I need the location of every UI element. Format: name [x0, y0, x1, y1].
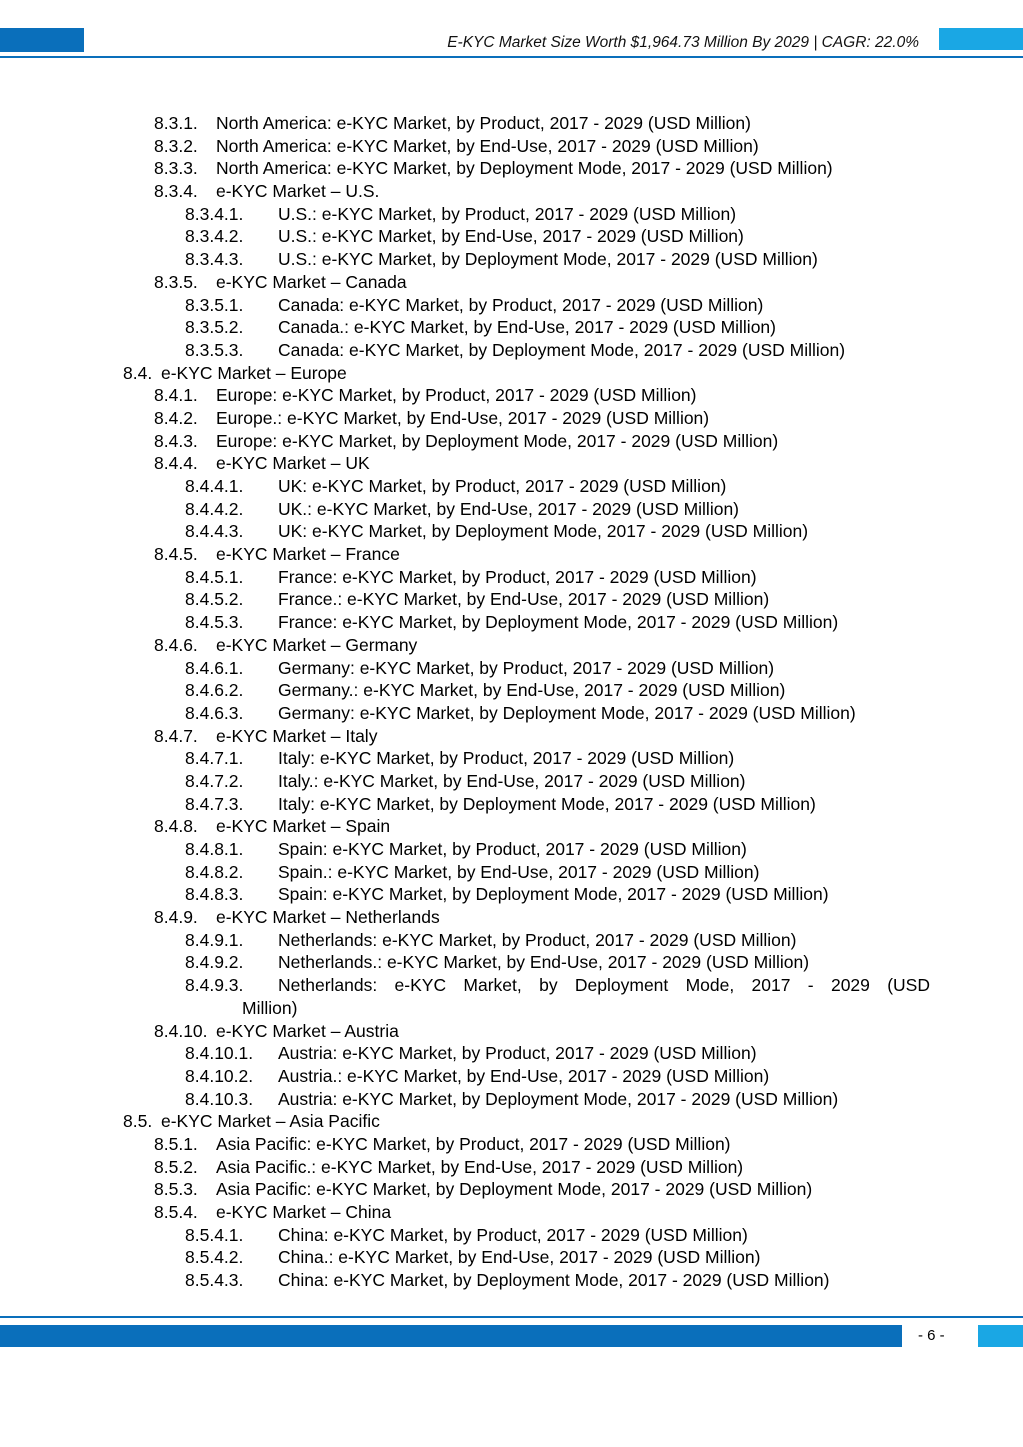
- toc-entry-text: e-KYC Market – Canada: [216, 271, 407, 292]
- toc-entry-number: 8.4.8.: [154, 816, 198, 837]
- toc-entry-number: 8.5.4.3.: [185, 1270, 244, 1291]
- toc-entry: [0, 883, 1023, 906]
- toc-entry-text: Europe.: e-KYC Market, by End-Use, 2017 - 2029 (USD Million): [216, 407, 710, 428]
- toc-entry-text: Austria.: e-KYC Market, by End-Use, 2017 - 2029 (USD Million): [278, 1065, 770, 1086]
- toc-entry-number: 8.5.1.: [154, 1133, 198, 1154]
- toc-entry-number: 8.5.4.2.: [185, 1247, 244, 1268]
- toc-entry-text: Europe: e-KYC Market, by Deployment Mode, 2017 - 2029 (USD Million): [216, 430, 779, 451]
- toc-entry-number: 8.3.5.3.: [185, 339, 244, 360]
- toc-entry-text: France: e-KYC Market, by Deployment Mode, 2017 - 2029 (USD Million): [278, 612, 839, 633]
- toc-entry: [0, 725, 1023, 748]
- toc-entry-number: 8.4.5.1.: [185, 566, 244, 587]
- toc-entry: [0, 861, 1023, 884]
- toc-entry: [0, 384, 1023, 407]
- toc-entry: [0, 793, 1023, 816]
- toc-entry-number: 8.3.4.2.: [185, 226, 244, 247]
- toc-entry: [0, 997, 1023, 1020]
- toc-entry: [0, 1133, 1023, 1156]
- toc-entry-text: U.S.: e-KYC Market, by Deployment Mode, 2017 - 2029 (USD Million): [278, 249, 818, 270]
- toc-entry-text: e-KYC Market – Austria: [216, 1020, 399, 1041]
- toc-entry: [0, 588, 1023, 611]
- toc-entry: [0, 135, 1023, 158]
- toc-entry-number: 8.4.2.: [154, 407, 198, 428]
- toc-entry: [0, 520, 1023, 543]
- toc-entry-text: Canada: e-KYC Market, by Product, 2017 - 2029 (USD Million): [278, 294, 764, 315]
- toc-entry-text: U.S.: e-KYC Market, by End-Use, 2017 - 2029 (USD Million): [278, 226, 744, 247]
- toc-entry: [0, 1042, 1023, 1065]
- toc-entry-text: Italy.: e-KYC Market, by End-Use, 2017 - 2029 (USD Million): [278, 770, 746, 791]
- toc-entry-text: e-KYC Market – Germany: [216, 634, 418, 655]
- toc-entry: [0, 566, 1023, 589]
- toc-entry-number: 8.4.6.: [154, 634, 198, 655]
- toc-entry: [0, 747, 1023, 770]
- toc-entry-number: 8.4.8.1.: [185, 839, 244, 859]
- toc-entry-text: Germany.: e-KYC Market, by End-Use, 2017 - 2029 (USD Million): [278, 680, 786, 701]
- toc-entry-text: Canada.: e-KYC Market, by End-Use, 2017 - 2029 (USD Million): [278, 317, 776, 338]
- toc-entry-number: 8.4.7.1.: [185, 748, 244, 769]
- toc-entry-number: 8.4.4.3.: [185, 521, 244, 542]
- toc-entry-text: U.S.: e-KYC Market, by Product, 2017 - 2029 (USD Million): [278, 203, 737, 224]
- toc-entry-number: 8.4.4.1.: [185, 476, 244, 496]
- toc-entry-text: Asia Pacific: e-KYC Market, by Deployment Mode, 2017 - 2029 (USD Million): [216, 1179, 813, 1200]
- toc-entry-number: 8.3.5.2.: [185, 317, 244, 338]
- toc-entry: [0, 180, 1023, 203]
- toc-entry: [0, 1020, 1023, 1043]
- toc-entry: [0, 452, 1023, 475]
- toc-entry-number: 8.3.5.1.: [185, 294, 244, 315]
- toc-entry-text: Netherlands: e-KYC Market, by Product, 2017 - 2029 (USD Million): [278, 929, 797, 950]
- toc-entry-text: UK.: e-KYC Market, by End-Use, 2017 - 2029 (USD Million): [278, 498, 739, 519]
- toc-entry-number: 8.4.10.1.: [185, 1043, 254, 1064]
- toc-entry-number: 8.4.8.2.: [185, 861, 244, 882]
- header-left-block: [0, 28, 84, 52]
- toc-entry-text: Spain: e-KYC Market, by Product, 2017 - 2029 (USD Million): [278, 839, 747, 859]
- toc-entry: [0, 815, 1023, 838]
- toc-entry: [0, 838, 1023, 861]
- toc-entry: [0, 157, 1023, 180]
- toc-entry: [0, 657, 1023, 680]
- toc-entry: [0, 770, 1023, 793]
- toc-entry: [0, 1269, 1023, 1292]
- toc-entry: [0, 248, 1023, 271]
- toc-entry-text: France.: e-KYC Market, by End-Use, 2017 - 2029 (USD Million): [278, 589, 770, 610]
- toc-entry: [0, 294, 1023, 317]
- toc-entry-text: Italy: e-KYC Market, by Deployment Mode, 2017 - 2029 (USD Million): [278, 793, 816, 814]
- toc-entry-text: Asia Pacific: e-KYC Market, by Product, 2017 - 2029 (USD Million): [216, 1133, 731, 1154]
- toc-entry-text: e-KYC Market – Netherlands: [216, 907, 440, 928]
- toc-entry: [0, 906, 1023, 929]
- toc-entry-number: 8.5.: [123, 1111, 153, 1132]
- toc-entry-text: Netherlands: e-KYC Market, by Deployment Mode, 2017 - 2029 (USD: [278, 975, 930, 996]
- toc-entry: [0, 543, 1023, 566]
- toc-entry-text: Spain.: e-KYC Market, by End-Use, 2017 - 2029 (USD Million): [278, 861, 760, 882]
- toc-entry-number: 8.3.1.: [154, 113, 198, 133]
- toc-entry: [0, 611, 1023, 634]
- toc-entry-text: e-KYC Market – France: [216, 544, 400, 565]
- toc-entry: [0, 430, 1023, 453]
- toc-entry-number: 8.4.4.2.: [185, 498, 244, 519]
- toc-entry-text: North America: e-KYC Market, by Deployment Mode, 2017 - 2029 (USD Million): [216, 158, 833, 179]
- toc-entry: [0, 679, 1023, 702]
- toc-entry-text: North America: e-KYC Market, by End-Use, 2017 - 2029 (USD Million): [216, 135, 759, 156]
- toc-entry-number: 8.4.10.2.: [185, 1065, 254, 1086]
- toc-entry-text: Europe: e-KYC Market, by Product, 2017 - 2029 (USD Million): [216, 385, 697, 406]
- toc-entry-number: 8.3.2.: [154, 135, 198, 156]
- toc-entry-number: 8.4.5.3.: [185, 612, 244, 633]
- toc-entry-number: 8.4.: [123, 362, 153, 383]
- toc-entry: [0, 1088, 1023, 1111]
- toc-entry-text: Million): [242, 997, 298, 1018]
- toc-entry: [0, 1178, 1023, 1201]
- toc-entry-number: 8.4.5.: [154, 544, 198, 565]
- header-title: E-KYC Market Size Worth $1,964.73 Million By 2029 | CAGR: 22.0%: [447, 34, 919, 51]
- toc-entry-number: 8.5.4.: [154, 1202, 198, 1222]
- toc-entry-text: France: e-KYC Market, by Product, 2017 - 2029 (USD Million): [278, 566, 757, 587]
- toc-entry: [0, 929, 1023, 952]
- toc-entry-text: e-KYC Market – China: [216, 1202, 392, 1222]
- toc-entry-number: 8.4.7.: [154, 725, 198, 746]
- toc-entry-number: 8.3.4.: [154, 181, 198, 202]
- toc-entry: [0, 112, 1023, 135]
- toc-entry-number: 8.4.9.: [154, 907, 198, 928]
- toc-entry: [0, 316, 1023, 339]
- footer-right-block: [978, 1325, 1023, 1347]
- toc-entry: [0, 203, 1023, 226]
- footer-rule: [0, 1316, 1023, 1318]
- toc-entry-number: 8.4.6.2.: [185, 680, 244, 701]
- toc-entry-number: 8.4.10.3.: [185, 1088, 254, 1109]
- toc-entry-text: Germany: e-KYC Market, by Product, 2017 - 2029 (USD Million): [278, 657, 775, 678]
- toc-entry-number: 8.5.3.: [154, 1179, 198, 1200]
- toc-entry-text: Austria: e-KYC Market, by Deployment Mode, 2017 - 2029 (USD Million): [278, 1088, 839, 1109]
- toc-entry: [0, 1201, 1023, 1224]
- toc-entry-number: 8.4.9.1.: [185, 929, 244, 950]
- toc-entry-number: 8.4.3.: [154, 430, 198, 451]
- toc-entry: [0, 702, 1023, 725]
- toc-entry-number: 8.4.4.: [154, 453, 198, 474]
- toc-entry-text: North America: e-KYC Market, by Product, 2017 - 2029 (USD Million): [216, 113, 751, 133]
- toc-entry-text: Italy: e-KYC Market, by Product, 2017 - 2029 (USD Million): [278, 748, 735, 769]
- toc-entry: [0, 498, 1023, 521]
- toc-entry-number: 8.5.4.1.: [185, 1224, 244, 1245]
- header-rule: [0, 56, 1023, 58]
- toc-entry-number: 8.4.5.2.: [185, 589, 244, 610]
- toc-entry-text: Spain: e-KYC Market, by Deployment Mode, 2017 - 2029 (USD Million): [278, 884, 829, 905]
- toc-entry-number: 8.3.4.3.: [185, 249, 244, 270]
- toc-entry-text: UK: e-KYC Market, by Deployment Mode, 2017 - 2029 (USD Million): [278, 521, 809, 542]
- toc-entry-number: 8.4.7.2.: [185, 770, 244, 791]
- toc-entry: [0, 1246, 1023, 1269]
- toc-entry: [0, 634, 1023, 657]
- toc-entry-text: China.: e-KYC Market, by End-Use, 2017 - 2029 (USD Million): [278, 1247, 761, 1268]
- toc-entry-number: 8.3.4.1.: [185, 203, 244, 224]
- toc-entry-text: Germany: e-KYC Market, by Deployment Mode, 2017 - 2029 (USD Million): [278, 702, 856, 723]
- toc-entry: [0, 225, 1023, 248]
- page-number: - 6 -: [918, 1327, 945, 1344]
- toc-entry-number: 8.3.3.: [154, 158, 198, 179]
- toc-entry-text: e-KYC Market – Asia Pacific: [161, 1111, 380, 1132]
- toc-entry: [0, 1224, 1023, 1247]
- table-of-contents: [0, 112, 1023, 1292]
- footer-bar: [0, 1325, 902, 1347]
- toc-entry: [0, 1156, 1023, 1179]
- toc-entry: [0, 362, 1023, 385]
- toc-entry-text: Netherlands.: e-KYC Market, by End-Use, 2017 - 2029 (USD Million): [278, 952, 810, 973]
- toc-entry-number: 8.4.7.3.: [185, 793, 244, 814]
- toc-entry: [0, 271, 1023, 294]
- toc-entry-number: 8.4.9.2.: [185, 952, 244, 973]
- toc-entry-text: e-KYC Market – Spain: [216, 816, 391, 837]
- toc-entry-text: Asia Pacific.: e-KYC Market, by End-Use, 2017 - 2029 (USD Million): [216, 1156, 744, 1177]
- toc-entry-text: China: e-KYC Market, by Product, 2017 - 2029 (USD Million): [278, 1224, 748, 1245]
- toc-entry-number: 8.4.9.3.: [185, 975, 244, 996]
- toc-entry: [0, 475, 1023, 498]
- toc-entry-number: 8.4.6.3.: [185, 702, 244, 723]
- toc-entry-number: 8.4.10.: [154, 1020, 208, 1041]
- toc-entry-text: Austria: e-KYC Market, by Product, 2017 - 2029 (USD Million): [278, 1043, 757, 1064]
- toc-entry-text: e-KYC Market – Europe: [161, 362, 347, 383]
- toc-entry: [0, 951, 1023, 974]
- toc-entry: [0, 974, 1023, 997]
- toc-entry-number: 8.4.6.1.: [185, 657, 244, 678]
- toc-entry-text: e-KYC Market – UK: [216, 453, 370, 474]
- toc-entry: [0, 339, 1023, 362]
- toc-entry-text: e-KYC Market – Italy: [216, 725, 378, 746]
- toc-entry-number: 8.4.1.: [154, 385, 198, 406]
- header-right-block: [939, 28, 1023, 50]
- toc-entry-text: China: e-KYC Market, by Deployment Mode, 2017 - 2029 (USD Million): [278, 1270, 830, 1291]
- toc-entry: [0, 1110, 1023, 1133]
- toc-entry: [0, 407, 1023, 430]
- toc-entry-text: e-KYC Market – U.S.: [216, 181, 380, 202]
- toc-entry: [0, 1065, 1023, 1088]
- toc-entry-number: 8.3.5.: [154, 271, 198, 292]
- toc-entry-number: 8.4.8.3.: [185, 884, 244, 905]
- toc-entry-number: 8.5.2.: [154, 1156, 198, 1177]
- toc-entry-text: UK: e-KYC Market, by Product, 2017 - 2029 (USD Million): [278, 476, 727, 496]
- toc-entry-text: Canada: e-KYC Market, by Deployment Mode, 2017 - 2029 (USD Million): [278, 339, 846, 360]
